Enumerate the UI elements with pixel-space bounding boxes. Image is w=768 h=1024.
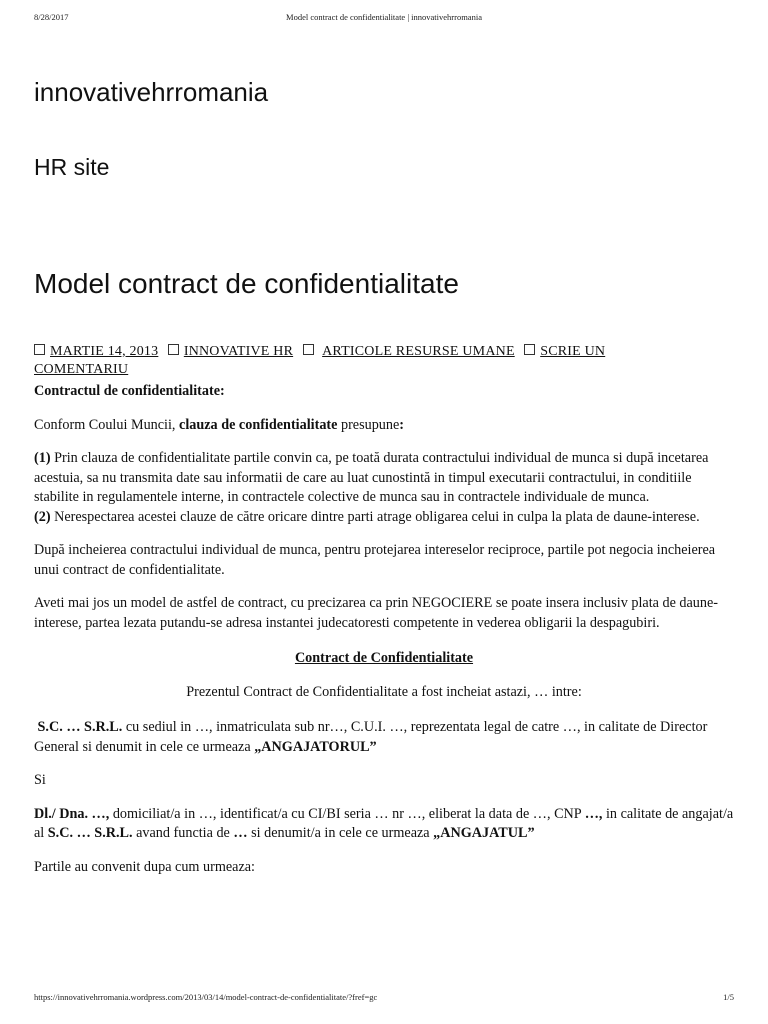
print-header xyxy=(34,12,734,26)
site-title[interactable]: innovativehrromania xyxy=(34,77,269,107)
site-tagline: HR site xyxy=(34,154,110,180)
calendar-icon xyxy=(34,344,45,355)
contract-title: Contract de Confidentialitate xyxy=(294,650,474,666)
author-icon xyxy=(168,344,179,355)
contract-intro: Prezentul Contract de Confidentialitate a fost incheiat astazi, … intre: xyxy=(186,683,582,700)
print-url: https://innovativehrromania.wordpress.com/2013/03/14/model-contract-de-confidentialitate/?fref=gc xyxy=(34,992,378,1002)
conjunction-si: Si xyxy=(34,772,46,788)
print-page-title: Model contract de confidentialitate | innovativehrromania xyxy=(286,12,482,22)
print-date: 8/28/2017 xyxy=(34,12,69,22)
paragraph-after-contract: După incheierea contractului individual de munca, pentru protejarea intereselor reciproce, partile pot negocia incheierea unui contract de confidentialitate. xyxy=(34,542,716,578)
closing-line: Partile au convenit dupa cum urmeaza: xyxy=(34,858,256,875)
page-number: 1/5 xyxy=(723,992,734,1002)
print-footer xyxy=(34,992,734,1006)
post-comment-link[interactable]: SCRIE UN COMENTARIU xyxy=(34,344,606,377)
post-title: Model contract de confidentialitate xyxy=(34,268,459,299)
post-author-link[interactable]: INNOVATIVE HR xyxy=(183,344,294,359)
post-meta xyxy=(34,343,674,379)
post-content xyxy=(34,382,734,877)
paragraph-clause-1: (1) Prin clauza de confidentialitate partile convin ca, pe toată durata contractului individual de munca si după incetarea acestuia, sa nu transmita date sau informatii de care au luat cunostintă in timpul executarii contractului, in conditiile stabilite in regulamentele interne, in contractele colective de munca sau in contractele individuale de munca. xyxy=(34,450,709,505)
party-employee: Dl./ Dna. …, domiciliat/a in …, identificat/a cu CI/BI seria … nr …, eliberat la data de …, CNP …, in calitate de angajat/a al S.C. … S.R.L. avand functia de … si denumit/a in cele ce urmeaza „ANGAJATUL” xyxy=(34,805,734,841)
content-heading: Contractul de confidentialitate: xyxy=(34,383,225,399)
post-category-link[interactable]: ARTICOLE RESURSE UMANE xyxy=(322,344,515,359)
category-icon xyxy=(303,344,314,355)
paragraph-model-info: Aveti mai jos un model de astfel de contract, cu precizarea ca prin NEGOCIERE se poate insera inclusiv plata de daune-interese, partea lezata putandu-se adresa instantei judecatoresti competente in vederea obligarii la despagubiri. xyxy=(34,595,719,631)
comment-icon xyxy=(524,344,535,355)
paragraph-codul-muncii: Conform Coului Muncii, clauza de confidentialitate presupune: xyxy=(34,416,405,433)
party-employer: S.C. … S.R.L. cu sediul in …, inmatriculata sub nr…, C.U.I. …, reprezentata legal de catre …, in calitate de Director General si denumit in cele ce urmeaza „ANGAJATORUL” xyxy=(34,719,708,755)
paragraph-clause-2: (2) Nerespectarea acestei clauze de către oricare dintre parti atrage obligarea celui in culpa la plata de daune-interese. xyxy=(34,508,700,525)
post-date-link[interactable]: MARTIE 14, 2013 xyxy=(50,344,159,359)
